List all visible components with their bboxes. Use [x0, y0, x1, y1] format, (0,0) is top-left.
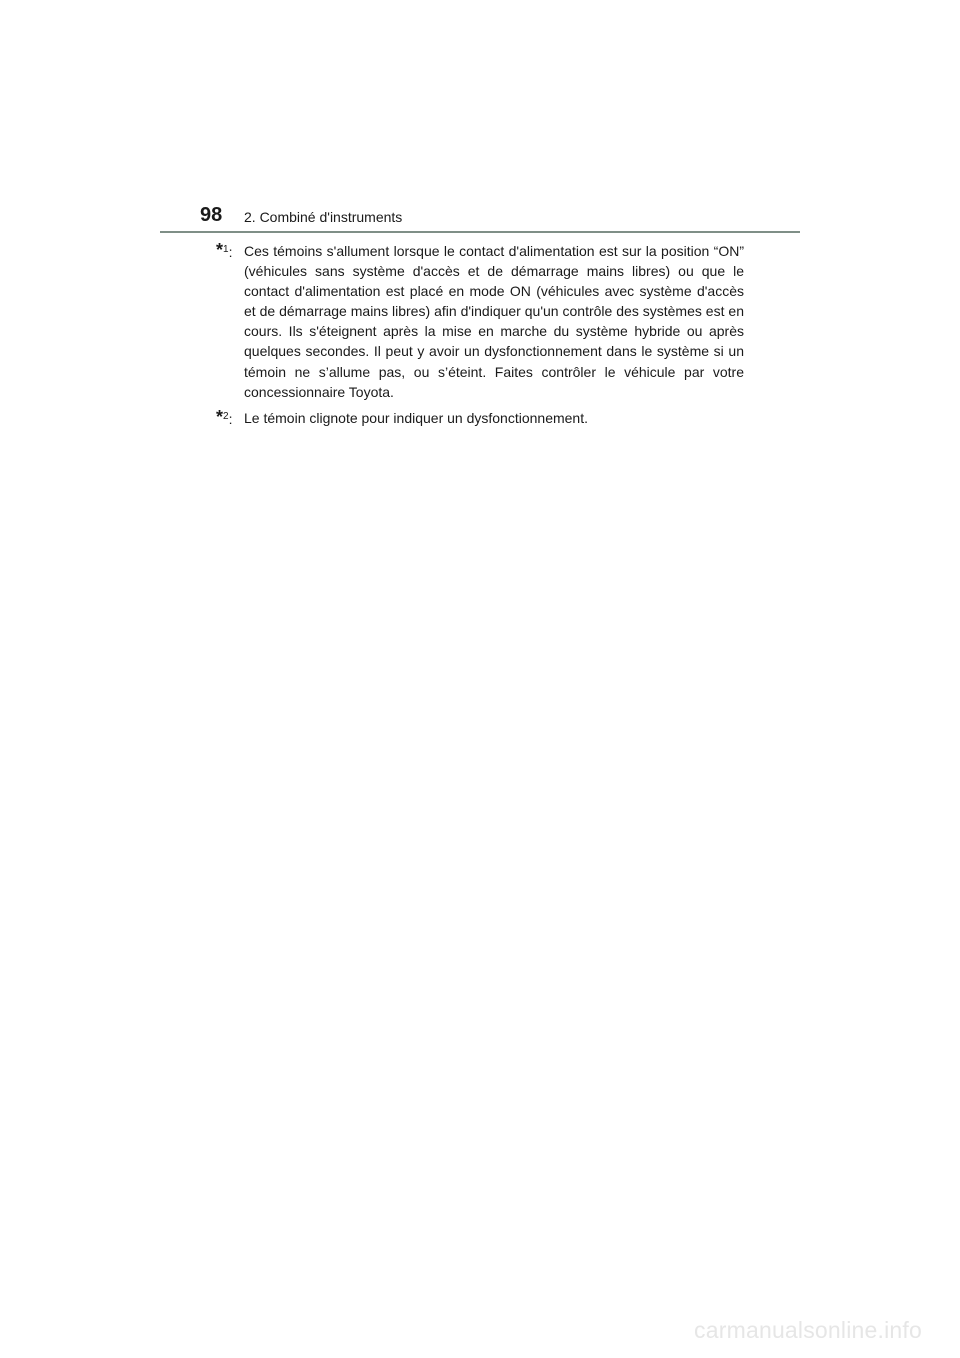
- footnote-index: 2: [223, 410, 229, 422]
- footnote-text: Le témoin clignote pour indiquer un dysfonctionnement.: [244, 409, 588, 426]
- asterisk-symbol: *: [216, 406, 224, 427]
- watermark-link[interactable]: carmanualsonline.info: [694, 1317, 922, 1343]
- footnote-marker: [216, 408, 232, 432]
- section-title: 2. Combiné d'instruments: [244, 209, 403, 225]
- footnote-2: [216, 408, 744, 428]
- footnote-text: Ces témoins s'allument lorsque le contact d'alimentation est sur la position “ON” (véhicules sans système d'accès et de démarrage mains libres) ou que le contact d'alimentation est placé en mode ON (véhicules avec système d'accès et de démarrage mains libres) afin d'indiquer qu'un contrôle des systèmes est en cours. Ils s'éteignent après la mise en marche du système hybride ou après quelques secondes. Il peut y avoir un dysfonctionnement dans le système si un témoin ne s’allume pas, ou s’éteint. Faites contrôler le véhicule par votre concessionnaire Toyota.: [244, 243, 744, 400]
- page-number: 98: [200, 204, 223, 226]
- footnote-marker: [216, 241, 232, 265]
- header-divider: [160, 231, 800, 233]
- footnote-1: [216, 241, 744, 402]
- footnote-index: 1: [223, 244, 229, 255]
- footnote-separator: :: [228, 244, 233, 260]
- asterisk-symbol: *: [216, 240, 224, 260]
- footnote-separator: :: [228, 410, 233, 427]
- footnote-list: [216, 241, 744, 428]
